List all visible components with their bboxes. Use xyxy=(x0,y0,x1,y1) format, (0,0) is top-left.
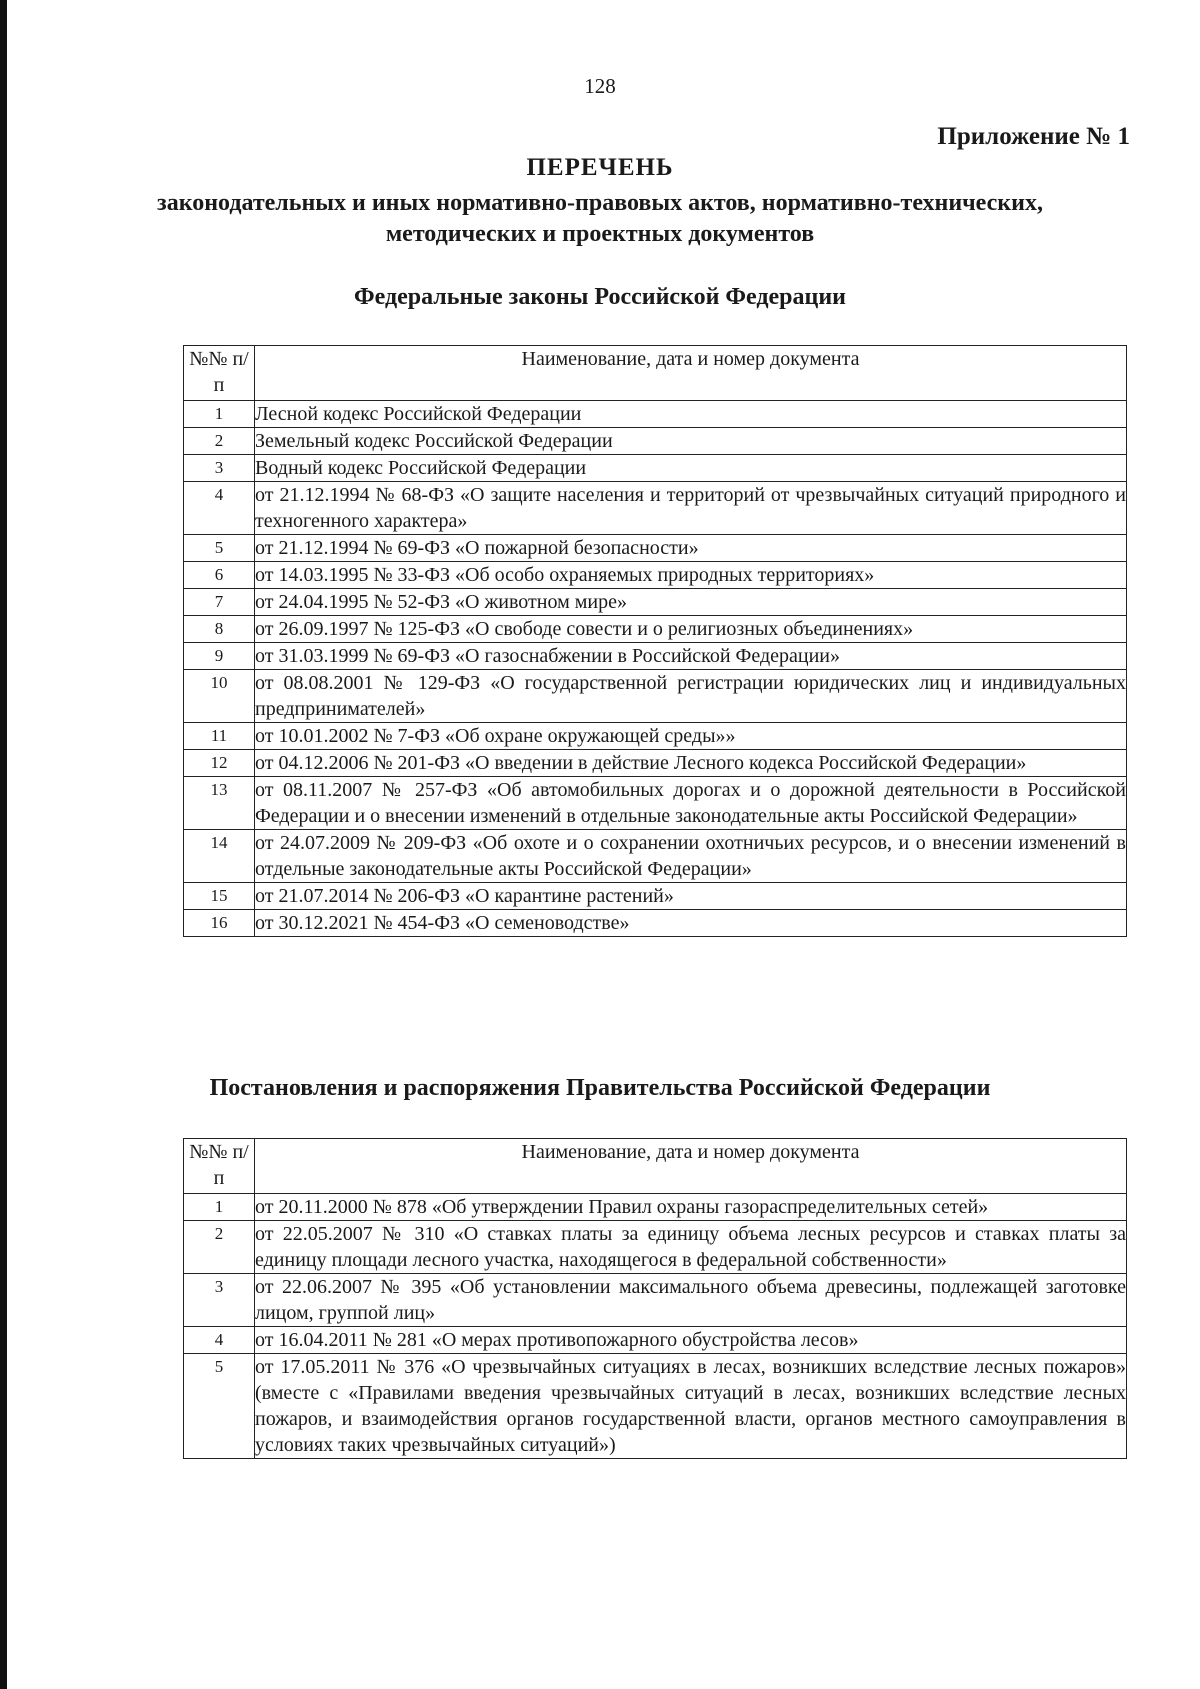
table-row xyxy=(184,616,1127,643)
row-number: 4 xyxy=(184,1327,255,1354)
document-name: от 08.08.2001 № 129-ФЗ «О государственной регистрации юридических лиц и индивидуальных предпринимателей» xyxy=(255,670,1127,723)
row-number: 10 xyxy=(184,670,255,723)
document-name: Лесной кодекс Российской Федерации xyxy=(255,401,1127,428)
header-name: Наименование, дата и номер документа xyxy=(255,346,1127,401)
table-row xyxy=(184,723,1127,750)
scan-edge-bar xyxy=(0,0,7,1689)
row-number: 7 xyxy=(184,589,255,616)
document-title: ПЕРЕЧЕНЬ xyxy=(526,154,674,181)
row-number: 3 xyxy=(184,1274,255,1327)
row-number: 9 xyxy=(184,643,255,670)
document-name: от 21.12.1994 № 69-ФЗ «О пожарной безопасности» xyxy=(255,535,1127,562)
row-number: 4 xyxy=(184,482,255,535)
table-row xyxy=(184,1221,1127,1274)
section-title-government-decrees: Постановления и распоряжения Правительства Российской Федерации xyxy=(209,1075,991,1101)
federal-laws-table xyxy=(183,345,1127,937)
table-row xyxy=(184,401,1127,428)
table-row xyxy=(184,589,1127,616)
page-number: 128 xyxy=(584,74,616,98)
document-subtitle: законодательных и иных нормативно-правовых актов, нормативно-технических, методических и проектных документов xyxy=(157,190,1043,247)
table-row xyxy=(184,883,1127,910)
appendix-label: Приложение № 1 xyxy=(937,123,1130,150)
row-number: 3 xyxy=(184,455,255,482)
government-decrees-table xyxy=(183,1138,1127,1459)
section-title-federal-laws: Федеральные законы Российской Федерации xyxy=(354,284,846,310)
row-number: 2 xyxy=(184,1221,255,1274)
table-row xyxy=(184,910,1127,937)
table-row xyxy=(184,1274,1127,1327)
document-name: от 20.11.2000 № 878 «Об утверждении Правил охраны газораспределительных сетей» xyxy=(255,1194,1127,1221)
document-name: от 21.07.2014 № 206-ФЗ «О карантине растений» xyxy=(255,883,1127,910)
row-number: 1 xyxy=(184,1194,255,1221)
table-header-row xyxy=(184,1139,1127,1194)
table-row xyxy=(184,777,1127,830)
document-name: от 04.12.2006 № 201-ФЗ «О введении в действие Лесного кодекса Российской Федерации» xyxy=(255,750,1127,777)
row-number: 5 xyxy=(184,1354,255,1459)
document-name: от 16.04.2011 № 281 «О мерах противопожарного обустройства лесов» xyxy=(255,1327,1127,1354)
row-number: 11 xyxy=(184,723,255,750)
row-number: 16 xyxy=(184,910,255,937)
document-name: от 22.06.2007 № 395 «Об установлении максимального объема древесины, подлежащей заготовке лицом, группой лиц» xyxy=(255,1274,1127,1327)
document-name: от 10.01.2002 № 7-ФЗ «Об охране окружающей среды»» xyxy=(255,723,1127,750)
table-row xyxy=(184,1194,1127,1221)
table-row xyxy=(184,455,1127,482)
table-row xyxy=(184,428,1127,455)
document-name: Земельный кодекс Российской Федерации xyxy=(255,428,1127,455)
table-header-row xyxy=(184,346,1127,401)
header-name: Наименование, дата и номер документа xyxy=(255,1139,1127,1194)
row-number: 14 xyxy=(184,830,255,883)
row-number: 15 xyxy=(184,883,255,910)
header-number: №№ п/п xyxy=(184,346,255,401)
row-number: 2 xyxy=(184,428,255,455)
row-number: 1 xyxy=(184,401,255,428)
row-number: 13 xyxy=(184,777,255,830)
row-number: 5 xyxy=(184,535,255,562)
document-name: Водный кодекс Российской Федерации xyxy=(255,455,1127,482)
document-name: от 24.04.1995 № 52-ФЗ «О животном мире» xyxy=(255,589,1127,616)
table-row xyxy=(184,750,1127,777)
document-name: от 14.03.1995 № 33-ФЗ «Об особо охраняемых природных территориях» xyxy=(255,562,1127,589)
document-name: от 21.12.1994 № 68-ФЗ «О защите населения и территорий от чрезвычайных ситуаций природного и техногенного характера» xyxy=(255,482,1127,535)
document-name: от 26.09.1997 № 125-ФЗ «О свободе совести и о религиозных объединениях» xyxy=(255,616,1127,643)
row-number: 12 xyxy=(184,750,255,777)
document-name: от 31.03.1999 № 69-ФЗ «О газоснабжении в Российской Федерации» xyxy=(255,643,1127,670)
row-number: 8 xyxy=(184,616,255,643)
table-row xyxy=(184,482,1127,535)
header-number: №№ п/п xyxy=(184,1139,255,1194)
table-row xyxy=(184,643,1127,670)
document-name: от 22.05.2007 № 310 «О ставках платы за единицу объема лесных ресурсов и ставках платы за единицу площади лесного участка, находящегося в федеральной собственности» xyxy=(255,1221,1127,1274)
document-name: от 24.07.2009 № 209-ФЗ «Об охоте и о сохранении охотничьих ресурсов, и о внесении изменений в отдельные законодательные акты Российской Федерации» xyxy=(255,830,1127,883)
table-row xyxy=(184,670,1127,723)
table-row xyxy=(184,562,1127,589)
document-name: от 17.05.2011 № 376 «О чрезвычайных ситуациях в лесах, возникших вследствие лесных пожаров» (вместе с «Правилами введения чрезвычайных ситуаций в лесах, возникших вследствие лесных пожаров, и взаимодействия органов государственной власти, органов местного самоуправления в условиях таких чрезвычайных ситуаций») xyxy=(255,1354,1127,1459)
table-row xyxy=(184,1354,1127,1459)
table-row xyxy=(184,1327,1127,1354)
table-row xyxy=(184,535,1127,562)
document-name: от 30.12.2021 № 454-ФЗ «О семеноводстве» xyxy=(255,910,1127,937)
table-row xyxy=(184,830,1127,883)
row-number: 6 xyxy=(184,562,255,589)
document-name: от 08.11.2007 № 257-ФЗ «Об автомобильных дорогах и о дорожной деятельности в Российской Федерации и о внесении изменений в отдельные законодательные акты Российской Федерации» xyxy=(255,777,1127,830)
